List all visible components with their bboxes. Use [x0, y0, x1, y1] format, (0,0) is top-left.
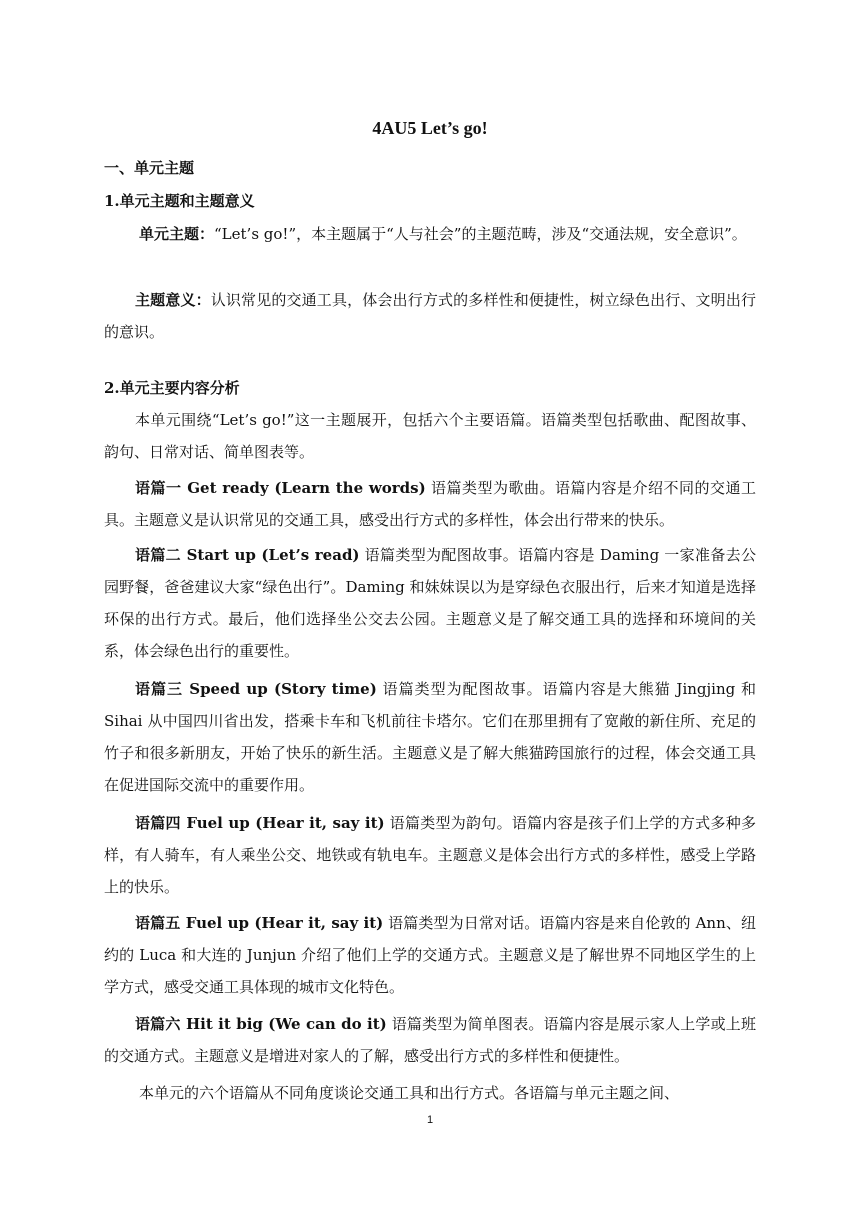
subsection-heading-1: 1.单元主题和主题意义 [104, 192, 255, 210]
passage-paragraph [104, 673, 756, 801]
subsection-heading-2: 2.单元主要内容分析 [104, 379, 240, 397]
passage-paragraph [104, 807, 756, 903]
passage-text: 语篇类型为配图故事。语篇内容是大熊猫 Jingjing 和 Sihai 从中国四川省出发，搭乘卡车和飞机前往卡塔尔。它们在那里拥有了宽敞的新住所、充足的竹子和很多新朋友，开始了快乐的新生活。主题意义是了解大熊猫跨国旅行的过程，体会交通工具在促进国际交流中的重要作用。 [104, 680, 756, 794]
document-title: 4AU5 Let’s go! [372, 118, 488, 138]
meaning-label: 主题意义： [135, 291, 211, 309]
passage-paragraph [104, 1008, 756, 1072]
section-heading: 一、单元主题 [104, 159, 195, 177]
passage-text: 语篇类型为配图故事。语篇内容是 Daming 一家准备去公园野餐，爸爸建议大家“绿色出行”。Daming 和妹妹误以为是穿绿色衣服出行，后来才知道是选择环保的出行方式。最后，他们选择坐公交去公园。主题意义是了解交通工具的选择和环境间的关系，体会绿色出行的重要性。 [104, 546, 757, 660]
theme-text: “Let’s go!”，本主题属于“人与社会”的主题范畴，涉及“交通法规，安全意识”。 [214, 225, 747, 243]
passage-label: 语篇二 Start up (Let’s read) [135, 546, 360, 564]
passage-label: 语篇六 Hit it big (We can do it) [135, 1015, 387, 1033]
passage-label: 语篇三 Speed up (Story time) [135, 680, 377, 698]
passage-text: 语篇类型为韵句。语篇内容是孩子们上学的方式多种多样，有人骑车，有人乘坐公交、地铁或有轨电车。主题意义是体会出行方式的多样性，感受上学路上的快乐。 [104, 814, 756, 896]
passage-paragraph [104, 907, 756, 1003]
passage-paragraph [104, 472, 756, 536]
theme-label: 单元主题： [139, 225, 215, 243]
passage-label: 语篇一 Get ready (Learn the words) [135, 479, 426, 497]
passage-label: 语篇四 Fuel up (Hear it, say it) [135, 814, 385, 832]
passage-text: 语篇类型为日常对话。语篇内容是来自伦敦的 Ann、纽约的 Luca 和大连的 Junjun 介绍了他们上学的交通方式。主题意义是了解世界不同地区学生的上学方式，感受交通工具体现的城市文化特色。 [104, 914, 756, 996]
closing-paragraph: 本单元的六个语篇从不同角度谈论交通工具和出行方式。各语篇与单元主题之间、 [139, 1084, 680, 1102]
meaning-paragraph [104, 284, 756, 348]
theme-paragraph [104, 218, 756, 250]
meaning-text: 认识常见的交通工具，体会出行方式的多样性和便捷性，树立绿色出行、文明出行的意识。 [104, 291, 756, 341]
passage-label: 语篇五 Fuel up (Hear it, say it) [135, 914, 384, 932]
passage-text: 语篇类型为歌曲。语篇内容是介绍不同的交通工具。主题意义是认识常见的交通工具，感受出行方式的多样性，体会出行带来的快乐。 [104, 479, 756, 529]
passage-paragraph [104, 539, 756, 667]
page-number: 1 [426, 1114, 434, 1126]
intro-paragraph: 本单元围绕“Let’s go!”这一主题展开，包括六个主要语篇。语篇类型包括歌曲、配图故事、韵句、日常对话、简单图表等。 [104, 411, 756, 461]
passage-text: 语篇类型为简单图表。语篇内容是展示家人上学或上班的交通方式。主题意义是增进对家人的了解，感受出行方式的多样性和便捷性。 [104, 1015, 756, 1065]
